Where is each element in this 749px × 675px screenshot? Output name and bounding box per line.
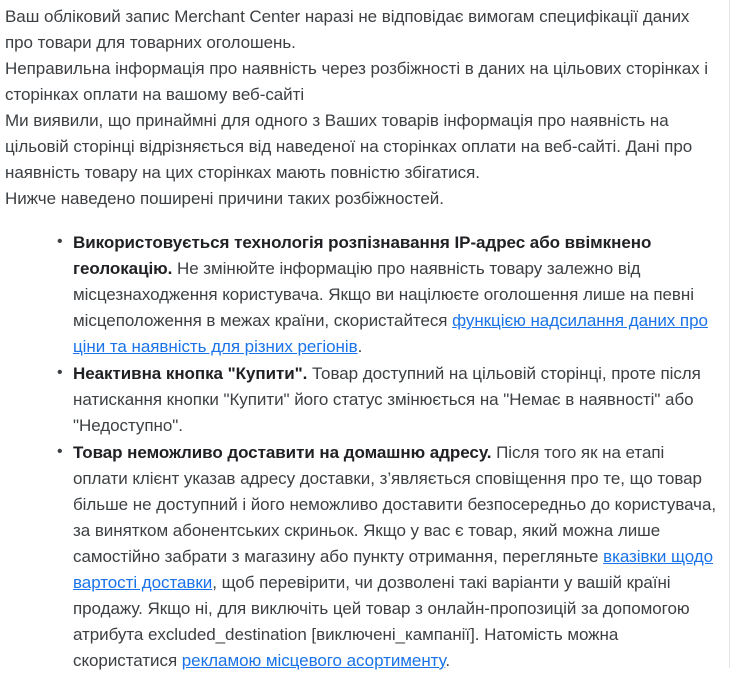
reason-body: Товар доступний на цільовій сторінці, проте після натискання кнопки "Купити" його статус змінюється на "Немає в наявності" або "Недоступно". — [73, 364, 701, 435]
regional-availability-link[interactable]: функцією надсилання даних про ціни та наявність для різних регіонів — [73, 311, 708, 356]
reason-body-middle: , щоб перевірити, чи дозволені такі варіанти у вашій країні продажу. Якщо ні, для виключіть цей товар з онлайн-пропозицій за допомогою атрибута excluded_destination [виключені_кампанії]. Натомість можна скористатися — [73, 573, 690, 670]
notification-content — [5, 4, 721, 675]
intro-paragraph-3: Нижче наведено поширені причини таких розбіжностей. — [5, 189, 444, 208]
issue-heading: Неправильна інформація про наявність через розбіжності в даних на цільових сторінках і сторінках оплати на вашому веб-сайті — [5, 59, 708, 104]
list-item — [5, 440, 721, 674]
reason-lead: Неактивна кнопка "Купити". — [73, 364, 308, 383]
right-edge-rule — [729, 0, 730, 668]
shipping-cost-guidelines-link[interactable]: вказівки щодо вартості доставки — [73, 547, 714, 592]
list-item — [5, 230, 721, 360]
list-item — [5, 361, 721, 439]
reason-lead: Використовується технологія розпізнавання IP-адрес або ввімкнено геолокацію. — [73, 233, 652, 278]
reason-lead: Товар неможливо доставити на домашню адресу. — [73, 443, 492, 462]
intro-block — [5, 4, 721, 212]
reason-body-tail: . — [445, 651, 451, 670]
local-inventory-ads-link[interactable]: рекламою місцевого асортименту — [181, 651, 446, 670]
reason-body-tail: . — [357, 337, 363, 356]
reason-body: Після того як на етапі оплати клієнт указав адресу доставки, з’являється сповіщення про те, що товар більше не доступний і його неможливо доставити безпосередньо до користувача, за винятком абонентських скриньок. Якщо у вас є товар, який можна лише самостійно забрати з магазину або пункту отримання, перегляньте — [73, 443, 717, 566]
common-reasons-list — [5, 230, 721, 674]
intro-paragraph-1: Ваш обліковий запис Merchant Center наразі не відповідає вимогам специфікації даних про товари для товарних оголошень. — [5, 7, 690, 52]
reason-body: Не змінюйте інформацію про наявність товару залежно від місцезнаходження користувача. Якщо ви націлюєте оголошення лише на певні місцеположення в межах країни, скористайтеся — [73, 259, 694, 330]
intro-paragraph-2: Ми виявили, що принаймні для одного з Ваших товарів інформація про наявність на цільовій сторінці відрізняється від наведеної на сторінках оплати на веб-сайті. Дані про наявність товару на цих сторінках мають повністю збігатися. — [5, 111, 693, 182]
